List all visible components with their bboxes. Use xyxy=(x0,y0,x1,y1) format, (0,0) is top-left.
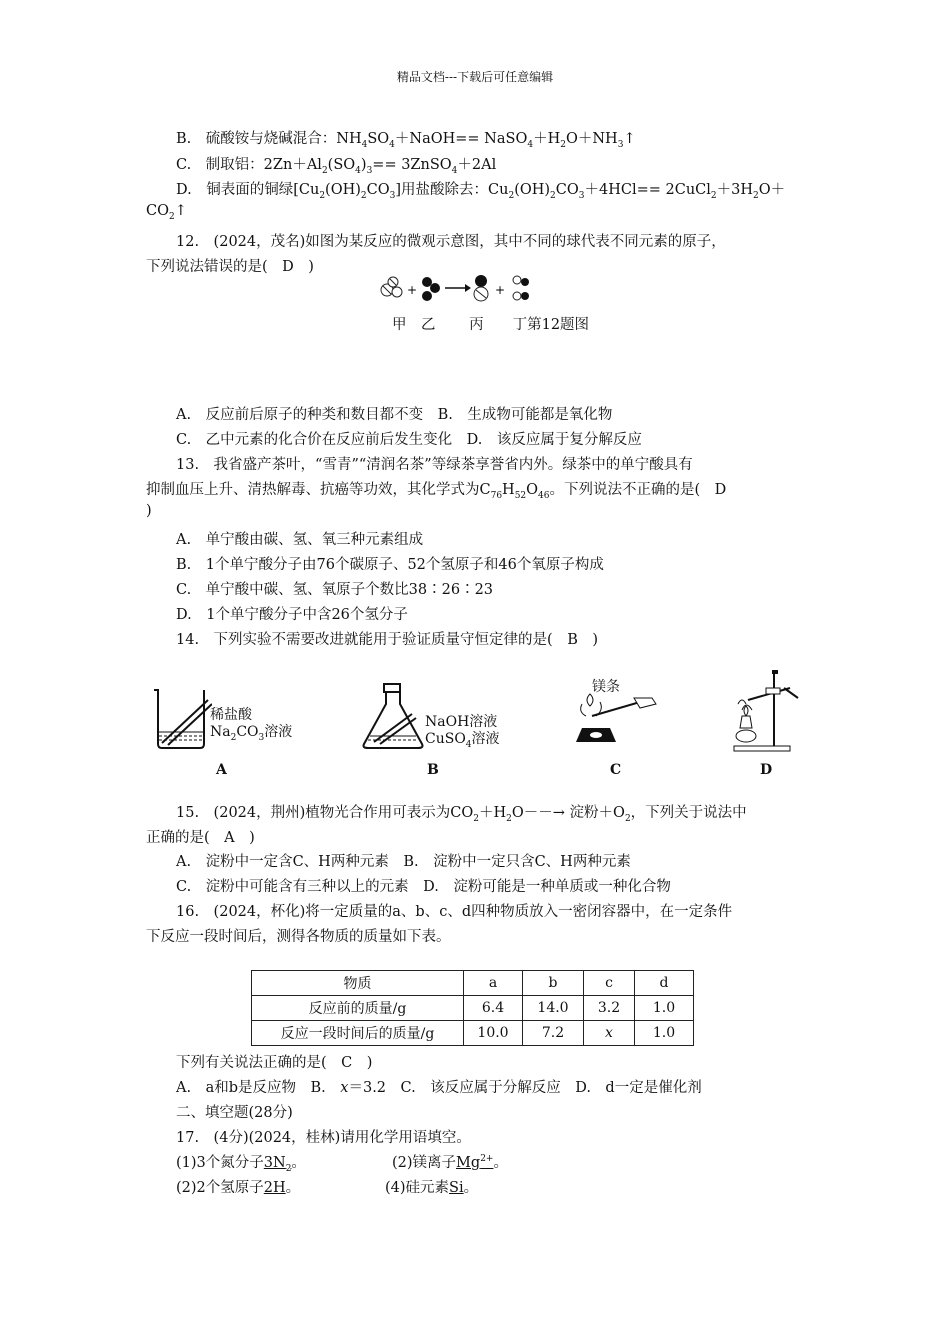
q17-part-2: (2)镁离子$Mg^{2+}$。 xyxy=(392,1154,508,1171)
q15-option-ab: A. 淀粉中一定含C、H两种元素 B. 淀粉中一定只含C、H两种元素 xyxy=(176,854,631,870)
molecule-yi xyxy=(422,277,440,301)
q11-option-b: B. 硫酸铵与烧碱混合：$NH_4SO_4+NaOH==$ $NaSO_4+H_2O+NH_3↑$ xyxy=(176,131,636,150)
q14-stem: 14. 下列实验不需要改进就能用于验证质量守恒定律的是( B ) xyxy=(176,632,599,648)
q13-stem-1: 13. 我省盛产茶叶，“雪青”“清润名茶”等绿茶享誉省内外。绿茶中的单宁酸具有 xyxy=(176,457,693,473)
molecule-bing xyxy=(474,275,488,301)
figure-c-caption: C xyxy=(610,762,622,778)
q15-stem-2: 正确的是( A ) xyxy=(146,830,255,846)
q13-stem-3: ) xyxy=(146,503,152,519)
figure-b-label-2: CuSO$_4$溶液 xyxy=(425,731,500,750)
figure-a-caption: A xyxy=(216,762,227,778)
table-cell: x xyxy=(584,1021,635,1046)
figure-a-label-2: $Na_2CO_3$溶液 xyxy=(210,724,293,743)
page-header: 精品文档---下载后可任意编辑 xyxy=(396,70,554,84)
q15-stem-1: 15. (2024，荆州)植物光合作用可表示为$CO_2+H_2O--\to$ 淀粉$+O_2$，下列关于说法中 xyxy=(176,805,747,824)
figure-c-label: 镁条 xyxy=(592,679,620,695)
table-cell: 反应一段时间后的质量/g xyxy=(252,1021,464,1046)
q11-option-d-cont: $CO_2↑$ xyxy=(146,203,187,222)
figure-d-caption: D xyxy=(760,762,773,778)
q16-options: A. a和b是反应物 B. x＝3.2 C. 该反应属于分解反应 D. d一定是催化剂 xyxy=(176,1080,702,1096)
table-cell: 反应前的质量/g xyxy=(252,996,464,1021)
figure-a-label-1: 稀盐酸 xyxy=(210,707,252,723)
q13-option-a: A. 单宁酸由碳、氢、氧三种元素组成 xyxy=(176,532,424,548)
q17-part-4: (4)硅元素Si。 xyxy=(385,1180,479,1196)
q17-stem: 17. (4分)(2024，桂林)请用化学用语填空。 xyxy=(176,1130,471,1146)
q12-option-ab: A. 反应前后原子的种类和数目都不变 B. 生成物可能都是氧化物 xyxy=(176,407,613,423)
figure-d-apparatus-icon xyxy=(728,670,808,752)
table-header-cell: d xyxy=(635,971,694,996)
q16-stem-1: 16. (2024，杯化)将一定质量的a、b、c、d四种物质放入一密闭容器中，在一定条件 xyxy=(176,904,733,920)
reaction-diagram xyxy=(375,270,545,306)
q15-option-cd: C. 淀粉中可能含有三种以上的元素 D. 淀粉可能是一种单质或一种化合物 xyxy=(176,879,671,895)
table-header-cell: b xyxy=(523,971,584,996)
figure-b-label-1: NaOH溶液 xyxy=(425,714,498,730)
table-cell: 3.2 xyxy=(584,996,635,1021)
q13-stem-2: 抑制血压上升、清热解毒、抗癌等功效，其化学式为$C_{76}H_{52}O_{46}$。下列说法不正确的是( D xyxy=(146,482,727,501)
q12-stem-2: 下列说法错误的是( D ) xyxy=(146,259,314,275)
table-row xyxy=(252,996,694,1021)
q11-option-d: D. 铜表面的铜绿$[Cu_2(OH)_2CO_3]$用盐酸除去：$Cu_2(OH)_2CO_3+4HCl==$ $2CuCl_2+3H_2O+$ xyxy=(176,182,786,201)
q17-part-1: (1)3个氮分子$3N_2$。 xyxy=(176,1155,306,1174)
table-cell: 10.0 xyxy=(464,1021,523,1046)
q12-stem-1: 12. (2024，茂名)如图为某反应的微观示意图，其中不同的球代表不同元素的原子， xyxy=(176,234,726,250)
figure-b-caption: B xyxy=(427,762,439,778)
figure-b-flask-icon xyxy=(360,682,426,752)
table-header-row xyxy=(252,971,694,996)
figure-c-burning-icon xyxy=(570,690,660,746)
q13-option-d: D. 1个单宁酸分子中含26个氢分子 xyxy=(176,607,408,623)
section-title: 二、填空题(28分) xyxy=(176,1105,293,1121)
q16-after: 下列有关说法正确的是( C ) xyxy=(176,1055,373,1071)
q12-figure-labels: 甲 乙 丙 丁第12题图 xyxy=(392,317,590,333)
mass-table xyxy=(251,970,694,1046)
svg-text:+: + xyxy=(407,283,418,297)
table-cell: 6.4 xyxy=(464,996,523,1021)
molecule-jia xyxy=(381,277,402,297)
q12-option-cd: C. 乙中元素的化合价在反应前后发生变化 D. 该反应属于复分解反应 xyxy=(176,432,642,448)
table-row xyxy=(252,1021,694,1046)
table-cell: 7.2 xyxy=(523,1021,584,1046)
q11-option-c: C. 制取铝：$2Zn+Al_2(SO_4)_3==$ 3ZnSO$_4$＋2Al xyxy=(176,157,497,176)
table-cell: 14.0 xyxy=(523,996,584,1021)
q13-option-c: C. 单宁酸中碳、氢、氧原子个数比38∶26∶23 xyxy=(176,582,494,598)
molecule-ding xyxy=(513,276,529,300)
q13-option-b: B. 1个单宁酸分子由76个碳原子、52个氢原子和46个氧原子构成 xyxy=(176,557,604,573)
q17-part-3: (2)2个氢原子2H。 xyxy=(176,1180,301,1196)
table-header-cell: a xyxy=(464,971,523,996)
svg-text:+: + xyxy=(495,283,506,297)
table-header-cell: 物质 xyxy=(252,971,464,996)
table-header-cell: c xyxy=(584,971,635,996)
figure-a-beaker-icon xyxy=(150,688,212,750)
q16-stem-2: 下反应一段时间后，测得各物质的质量如下表。 xyxy=(146,929,451,945)
table-cell: 1.0 xyxy=(635,1021,694,1046)
table-cell: 1.0 xyxy=(635,996,694,1021)
